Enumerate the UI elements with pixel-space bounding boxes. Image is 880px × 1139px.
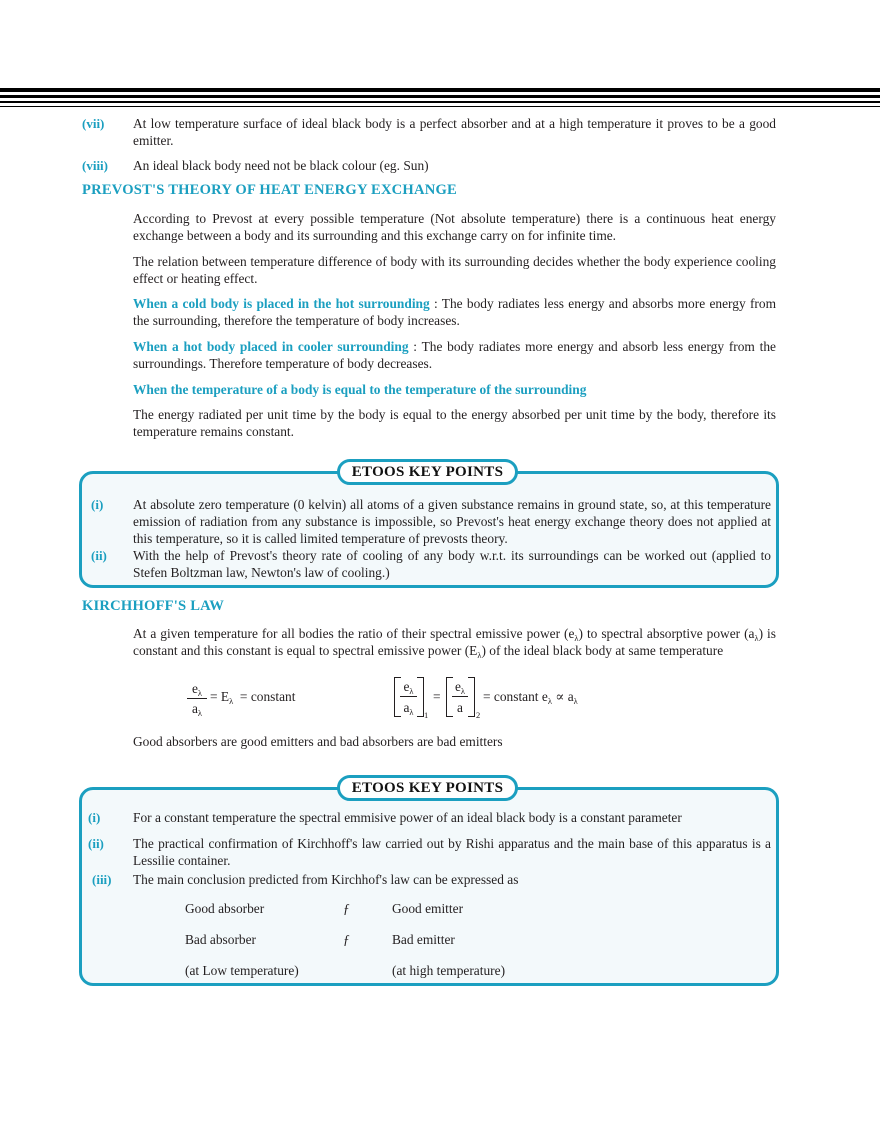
text: ∝ a (555, 689, 574, 704)
key-points-title: ETOOS KEY POINTS (337, 459, 518, 485)
subscript: λ (229, 696, 234, 706)
list-item-text: The main conclusion predicted from Kirchhof's law can be expressed as (133, 872, 519, 887)
subscript: λ (547, 696, 552, 706)
paragraph: According to Prevost at every possible temperature (Not absolute temperature) there is a continuous heat energy exchange between a body and its surrounding and this exchange carry on for infinite time. (133, 211, 776, 243)
list-item-text: The practical confirmation of Kirchhoff's law carried out by Rishi apparatus and the main base of this apparatus is a Lessilie container. (133, 836, 771, 868)
paragraph: The energy radiated per unit time by the body is equal to the energy absorbed per unit time by the body, therefore its temperature remains constant. (133, 407, 776, 439)
bracket-subscript: 1 (424, 710, 429, 720)
subscript: λ (197, 708, 203, 718)
subscript: λ (460, 686, 466, 696)
highlight-label: When a cold body is placed in the hot surrounding (133, 296, 430, 311)
highlight-label: When a hot body placed in cooler surrounding (133, 339, 409, 354)
subscript: λ (754, 633, 759, 643)
subscript: λ (409, 707, 414, 717)
list-item-number: (iii) (92, 872, 112, 887)
bracket-right-1 (417, 677, 424, 717)
list-item-number: (ii) (88, 836, 104, 851)
paragraph-hot-body (133, 338, 776, 372)
equation-denominator (187, 700, 207, 717)
list-item-number: (i) (88, 810, 101, 825)
fraction-line (400, 696, 417, 697)
denominator: a (403, 700, 410, 715)
key-points-title: ETOOS KEY POINTS (337, 775, 518, 801)
paragraph: Good absorbers are good emitters and bad absorbers are bad emitters (133, 734, 503, 749)
fraction-line (452, 696, 468, 697)
subscript: λ (477, 650, 482, 660)
table-cell-right: (at high temperature) (392, 963, 506, 978)
paragraph-cold-body (133, 295, 776, 329)
text: ) to spectral absorptive power (a (578, 626, 755, 641)
table-cell-symbol: ƒ (343, 901, 350, 916)
equation-constant (483, 688, 578, 705)
list-item-text: An ideal black body need not be black colour (eg. Sun) (133, 158, 429, 173)
text: = constant (239, 689, 296, 704)
text: ) of the ideal black body at same temperature (481, 643, 724, 658)
subscript: λ (573, 696, 578, 706)
table-cell-symbol: ƒ (343, 932, 350, 947)
numerator: e (403, 679, 410, 694)
list-item-text: At low temperature surface of ideal black body is a perfect absorber and at a high temperature it proves to be a good emitter. (133, 116, 776, 148)
paragraph: The relation between temperature difference of body with its surrounding decides whether the body experience cooling effect or heating effect. (133, 254, 776, 286)
list-item-number: (ii) (91, 548, 107, 563)
paragraph-kirchhoff (133, 625, 776, 659)
numerator: e (454, 679, 461, 694)
fraction-numerator (452, 678, 468, 695)
paragraph-text: : The body radiates more energy and absorb less energy from the surroundings. Therefore temperature of body decreases. (133, 339, 776, 371)
text: ) is constant and this constant is equal to spectral emissive power (E (133, 626, 776, 658)
list-item-number: (i) (91, 497, 104, 512)
section-heading-prevost: PREVOST'S THEORY OF HEAT ENERGY EXCHANGE (82, 182, 457, 198)
table-cell-right: Good emitter (392, 901, 464, 916)
list-item-text: At absolute zero temperature (0 kelvin) all atoms of a given substance remains in ground state, so, at this temperature emission of radiation from any substance is impossible, so Prevost's heat energy exchange theory does not applied at this temperature, so it is called limited temperature of prevosts theory. (133, 497, 771, 546)
equals-sign: = (433, 689, 441, 704)
list-item-number: (viii) (82, 158, 108, 173)
fraction-numerator (400, 678, 417, 695)
subscript: λ (574, 633, 579, 643)
fraction-line (187, 698, 207, 699)
list-item-text: For a constant temperature the spectral emmisive power of an ideal black body is a constant parameter (133, 810, 682, 825)
paragraph-text: : The body radiates less energy and absorbs more energy from the surrounding, therefore the temperature of body increases. (133, 296, 776, 328)
table-cell-left: (at Low temperature) (185, 963, 299, 978)
text: = constant e (483, 689, 548, 704)
table-cell-left: Bad absorber (185, 932, 257, 947)
equation-rhs (210, 688, 295, 705)
bracket-subscript: 2 (476, 710, 481, 720)
text: = E (210, 689, 230, 704)
text: At a given temperature for all bodies the ratio of their spectral emissive power (e (133, 626, 575, 641)
fraction-denominator (452, 699, 468, 716)
table-cell-left: Good absorber (185, 901, 265, 916)
subscript: λ (197, 688, 203, 698)
denominator: a (457, 700, 463, 715)
table-cell-right: Bad emitter (392, 932, 455, 947)
equation-fraction-e-over-a (187, 680, 207, 697)
list-item-number: (vii) (82, 116, 105, 131)
bracket-right-2 (468, 677, 475, 717)
subscript: λ (409, 686, 414, 696)
section-heading-kirchhoff: KIRCHHOFF'S LAW (82, 598, 225, 614)
highlight-label: When the temperature of a body is equal to the temperature of the surrounding (133, 382, 587, 397)
list-item-text: With the help of Prevost's theory rate of cooling of any body w.r.t. its surroundings can be worked out (applied to Stefen Boltzman law, Newton's law of cooling.) (133, 548, 771, 580)
numerator: e (191, 681, 198, 696)
denominator: a (191, 701, 198, 716)
fraction-denominator (400, 699, 417, 716)
